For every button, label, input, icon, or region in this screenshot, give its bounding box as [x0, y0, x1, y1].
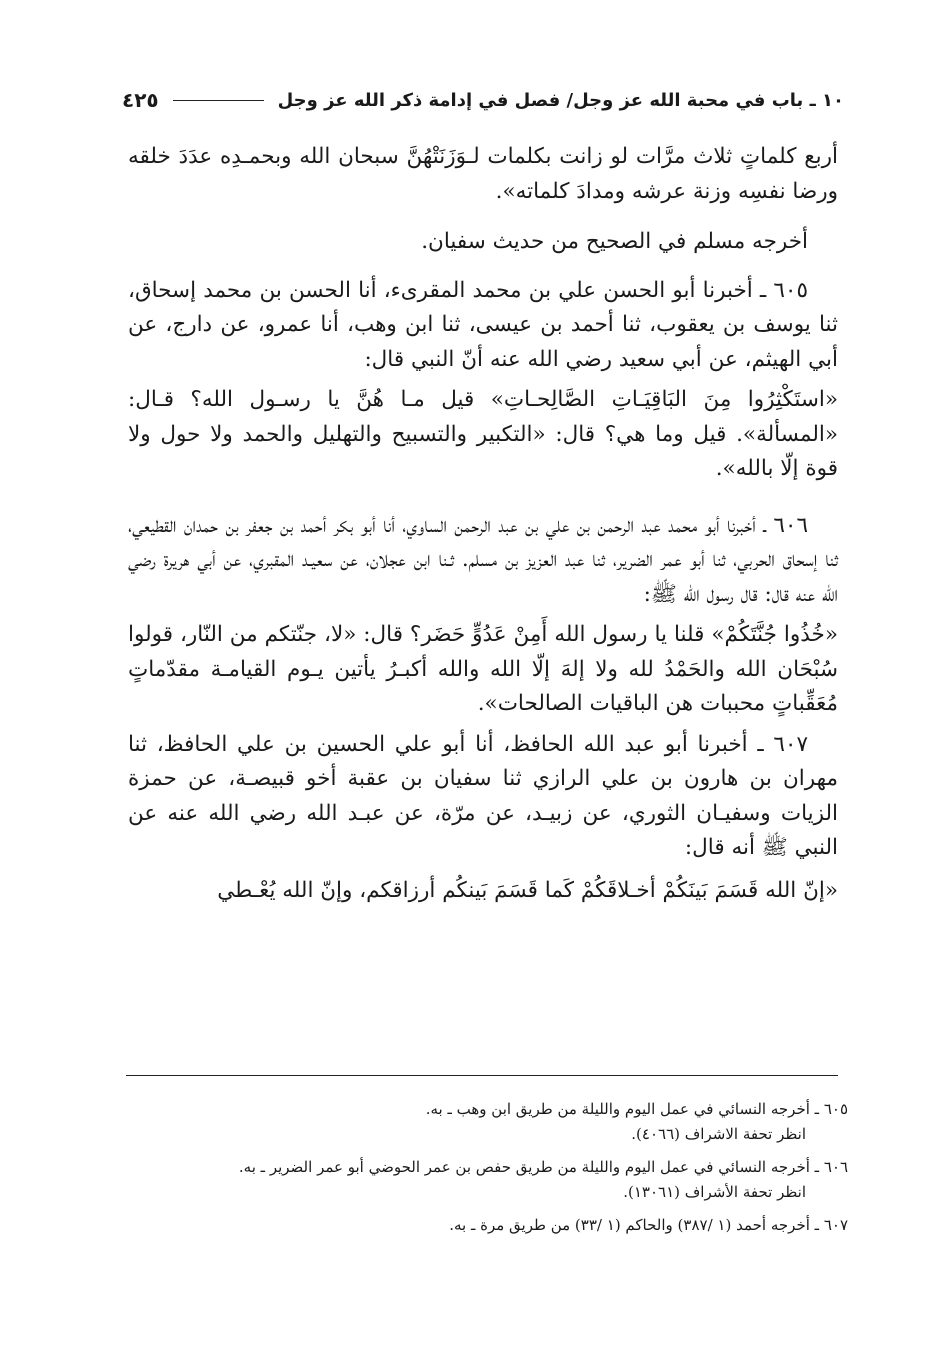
footnote-line: انظر تحفة الاشراف (٤٠٦٦). [631, 1125, 806, 1143]
chapter-title: ١٠ ـ باب في محبة الله عز وجل/ فصل في إدامة ذكر الله عز وجل [277, 89, 844, 111]
page-number: ٤٢٥ [122, 88, 159, 112]
paragraph-605-matn: «استَكْثِرُوا مِنَ البَاقِيَـاتِ الصَّالِحـاتِ» قيل مـا هُنَّ يا رسـول الله؟ قـال: «المسألة». قيل وما هي؟ قال: «التكبير والتسبيح والتهليل والحمد ولا حول ولا قوة إلّا بالله». [128, 387, 838, 481]
footnote-separator [126, 1075, 838, 1076]
paragraph-hadith-continuation: أربع كلماتٍ ثلاث مرَّات لو زانت بكلمات لـوَزَنَتْهُنَّ سبحان الله وبحمـدِه عدَدَ خلقه ورضا نفسِه وزنة عرشه ومدادَ كلماته». [128, 144, 838, 204]
footnote-line: ٦٠٥ ـ أخرجه النسائي في عمل اليوم والليلة من طريق ابن وهب ـ به. [425, 1100, 848, 1118]
footnote-line: ٦٠٦ ـ أخرجه النسائي في عمل اليوم والليلة من طريق حفص بن عمر الحوضي أبو عمر الضرير ـ به. [238, 1158, 848, 1176]
paragraph-takhrij: أخرجه مسلم في الصحيح من حديث سفيان. [421, 229, 808, 254]
main-text [128, 140, 838, 908]
paragraph-606-matn: «خُذُوا جُنَّتَكُمْ» قلنا يا رسول الله أَمِنْ عَدُوٍّ حَضَر؟ قال: «لا، جنّتكم من النّار، قولوا سُبْحَان الله والحَمْدُ لله ولا إلهَ إلّا الله والله أكبـرُ يأتين يـوم القيامـة مقدّماتٍ مُعَقِّباتٍ محببات هن الباقيات الصالحات». [128, 622, 838, 716]
footnote-line: ٦٠٧ ـ أخرجه أحمد (١ /٣٨٧) والحاكم (١ /٣٣) من طريق مرة ـ به. [449, 1216, 848, 1234]
paragraph-606-isnad: ٦٠٦ ـ أخبرنا أبو محمد عبد الرحمن بن علي بن عبد الرحمن الساوي، أنا أبو بكر أحمد بن جعفر بن حمدان القطيعي، ثنا إسحاق الحربي، ثنا أبو عمر الضرير، ثنا عبد العزيز بن مسلم. ثـنا ابن عجلان، عن سعيـد المقبري، عن أبي هريرة رضي الله عنه قال: قال رسول الله ﷺ: [128, 512, 838, 607]
header-rule [173, 100, 264, 101]
footnotes [150, 1097, 848, 1246]
paragraph-607-isnad: ٦٠٧ ـ أخبرنا أبو عبد الله الحافظ، أنا أبو علي الحسين بن علي الحافظ، ثنا مهران بن هارون بن علي الرازي ثنا سفيان بن عقبة أخو قبيصـة، عن حمزة الزيات وسفيـان الثوري، عن زبيـد، عن مرّة، عن عبـد الله رضي الله عنه عن النبي ﷺ أنه قال: [128, 731, 838, 860]
paragraph-605-isnad: ٦٠٥ ـ أخبرنا أبو الحسن علي بن محمد المقرىء، أنا الحسن بن محمد إسحاق، ثنا يوسف بن يعقوب، ثنا أحمد بن عيسى، ثنا ابن وهب، أنا عمرو، عن دارج، عن أبي الهيثم، عن أبي سعيد رضي الله عنه أنّ النبي قال: [128, 277, 838, 372]
footnote-607 [150, 1213, 848, 1238]
paragraph-607-matn: «إنّ الله قَسَمَ بَينَكُمْ أخـلاقَكُمْ كَما قَسَمَ بَينكُم أرزاقكم، وإنّ الله يُعْـطي [217, 877, 838, 903]
running-header [122, 82, 844, 118]
footnote-605 [150, 1097, 848, 1147]
footnote-line: انظر تحفة الأشراف (١٣٠٦١). [623, 1183, 806, 1201]
footnote-606 [150, 1155, 848, 1205]
